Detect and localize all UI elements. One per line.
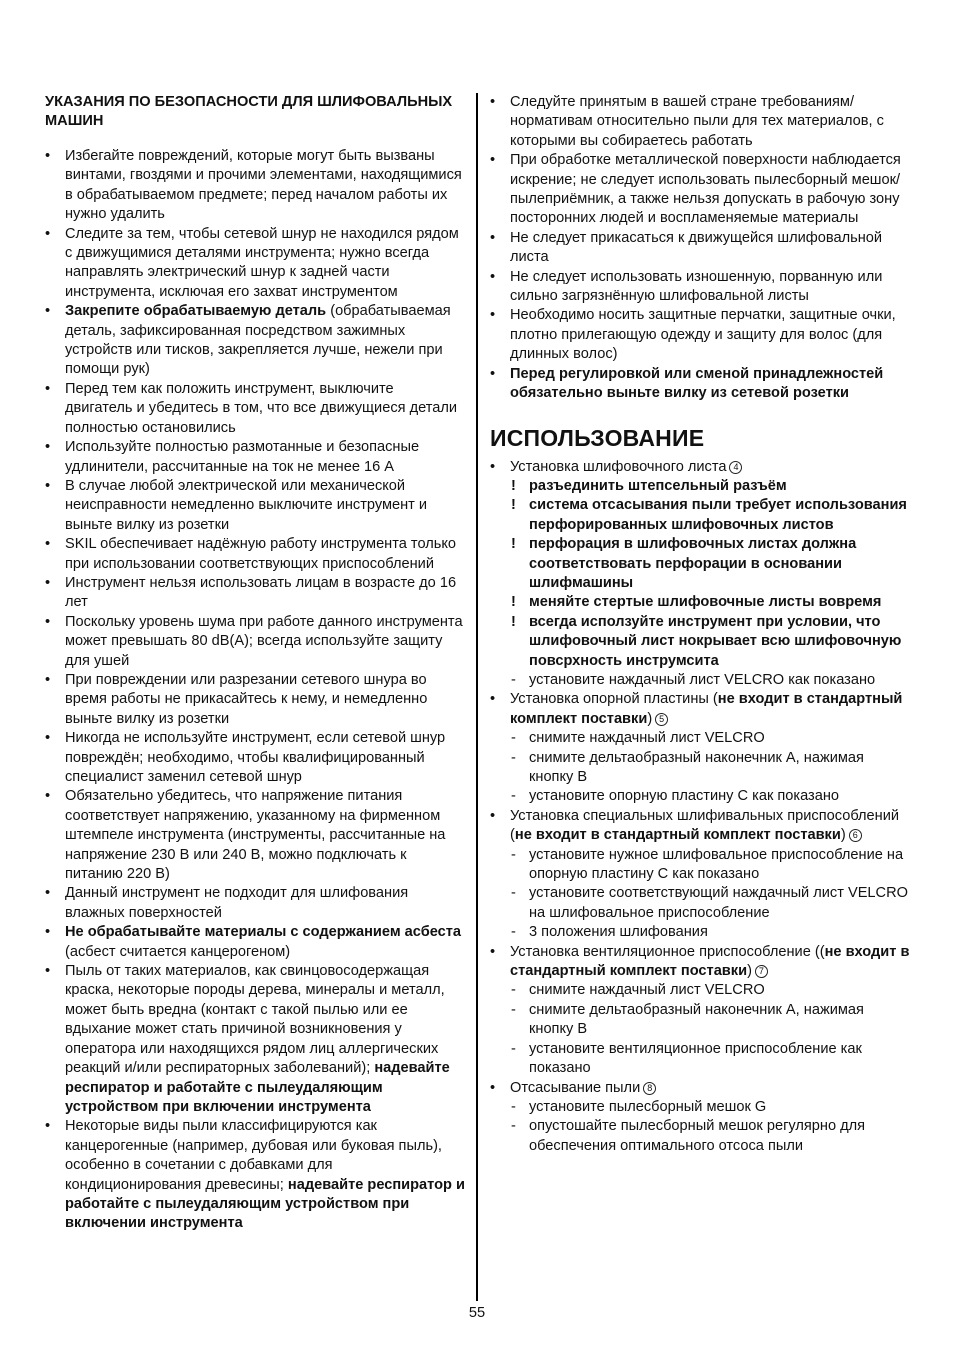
item-text: Отсасывание пыли xyxy=(510,1079,641,1096)
list-item xyxy=(45,613,465,671)
item-text: Не следует прикасаться к движущейся шлифовальной листа xyxy=(510,229,883,266)
bold-text: не входит в стандартный комплект поставки xyxy=(510,691,903,727)
step-item xyxy=(490,923,910,942)
list-item xyxy=(45,1117,465,1233)
item-text: снимите дельтаобразный наконечник A, нажимая кнопку B xyxy=(529,1001,864,1038)
list-item xyxy=(45,671,465,729)
item-text: ) xyxy=(647,710,653,727)
list-item xyxy=(45,535,465,574)
item-text: снимите дельтаобразный наконечник A, нажимая кнопку B xyxy=(529,749,864,785)
usage-item xyxy=(490,1079,910,1098)
item-text: Поскольку уровень шума при работе данного инструмента может превышать 80 dB(A); всегда используйте защиту для ушей xyxy=(65,613,463,669)
list-item xyxy=(490,268,910,307)
safety-instructions-list xyxy=(45,147,465,1234)
item-text: Установка специальных шлифивальных приспособлений ( xyxy=(510,807,900,844)
step-item xyxy=(490,1117,910,1156)
item-text: Инструмент нельзя использовать лицам в возрасте до 16 лет xyxy=(65,574,457,611)
item-text: Никогда не используйте инструмент, если сетевой шнур повреждён; необходимо, чтобы квалифицированный специалист заменил сетевой шнур xyxy=(65,730,446,785)
item-text: Данный инструмент не подходит для шлифования влажных поверхностей xyxy=(65,885,409,921)
warning-item xyxy=(490,613,910,671)
step-item xyxy=(490,846,910,885)
step-item xyxy=(490,1001,910,1040)
item-text: установите опорную пластину C как показано xyxy=(529,788,840,805)
list-item xyxy=(45,380,465,438)
step-item xyxy=(490,671,910,690)
item-text: Используйте полностью размотанные и безопасные удлинители, рассчитанные на ток не менее 16 А xyxy=(65,439,420,475)
list-item xyxy=(45,147,465,225)
list-item xyxy=(490,93,910,151)
item-text: (обрабатываемая деталь, зафиксированная посредством зажимных устройств или тисков, закрепляется лучше, нежели при помощи рук) xyxy=(65,303,451,378)
usage-item xyxy=(490,943,910,982)
list-item xyxy=(490,151,910,229)
figure-ref-number: 7 xyxy=(755,965,768,978)
bold-text: не входит в стандартный комплект поставки xyxy=(514,827,841,844)
item-text: Избегайте повреждений, которые могут быть вызваны винтами, гвоздями и прочими элементами, находящимися в обрабатываемом предмете; перед началом работы их нужно удалить xyxy=(65,148,462,223)
figure-ref-number: 6 xyxy=(849,829,862,842)
item-text: установите пылесборный мешок G xyxy=(529,1098,767,1115)
bold-text: надевайте респиратор и работайте с пылеудаляющим устройством при включении инструмента xyxy=(65,1060,450,1115)
step-item xyxy=(490,1098,910,1117)
item-text: установите наждачный лист VELCRO как показано xyxy=(529,671,876,688)
list-item xyxy=(45,225,465,303)
bold-text: Закрепите обрабатываемую деталь xyxy=(65,303,327,320)
column-divider xyxy=(476,93,478,1301)
item-text: Необходимо носить защитные перчатки, защитные очки, плотно прилегающую одежду и защиту для волос (для длинных волос) xyxy=(510,307,896,363)
list-item xyxy=(45,787,465,884)
figure-ref-number: 8 xyxy=(643,1082,656,1095)
item-text: всегда исползуйте инструмент при условии, что шлифовочный лист нокрывает всю шлифовочную повсрхность инструмсита xyxy=(529,613,902,669)
step-item xyxy=(490,749,910,788)
safety-instructions-list-continued xyxy=(490,93,910,404)
warning-item xyxy=(490,496,910,535)
item-text: меняйте стертые шлифовочные листы вовремя xyxy=(529,594,882,611)
item-text: При повреждении или разрезании сетевого шнура во время работы не прикасайтесь к нему, и немедленно выньте вилку из розетки xyxy=(65,671,428,727)
item-text: ) xyxy=(747,963,752,980)
item-text: перфорация в шлифовочных листах должна соответствовать перфорации в основании шлифмашины xyxy=(529,536,857,591)
item-text: 3 положения шлифования xyxy=(529,924,708,941)
usage-item xyxy=(490,458,910,477)
item-text: Следите за тем, чтобы сетевой шнур не находился рядом с движущимися деталями инструмента; нужно всегда направлять электрический шнур к задней части инструмента, исключая его захват инструментом xyxy=(65,225,459,300)
item-text: Установка опорной пластины ( xyxy=(510,691,718,708)
bold-text: Не обрабатывайте материалы с содержанием асбеста xyxy=(65,924,462,941)
item-text: разъединить штепсельный разъём xyxy=(529,477,787,494)
figure-ref-number: 4 xyxy=(729,461,742,474)
item-text: установите соответствующий наждачный лист VELCRO на шлифовальное приспособление xyxy=(529,885,908,921)
left-column xyxy=(45,93,465,1234)
item-text: Пыль от таких материалов, как свинцовосодержащая краска, некоторые породы дерева, минералы и металл, может быть вредна (контакт с такой пылью или ее вдыхание может стать причиной возникновения у оператора или находящихся рядом лиц аллергических реакций и/или респираторных заболеваний); xyxy=(65,963,445,1077)
item-text: ) xyxy=(840,827,846,844)
list-item xyxy=(45,574,465,613)
item-text: установите вентиляционное приспособление как показано xyxy=(529,1040,862,1077)
usage-item xyxy=(490,690,910,729)
step-item xyxy=(490,884,910,923)
item-text: При обработке металлической поверхности наблюдается искрение; не следует использовать пылесборный мешок/пылеприёмник, а также нельзя допускать в рабочую зону посторонних людей и воспламеняемые материалы xyxy=(510,152,901,227)
figure-ref-number: 5 xyxy=(655,713,668,726)
item-text: SKIL обеспечивает надёжную работу инструмента только при использовании соответствующих приспособлений xyxy=(65,536,457,572)
item-text: Некоторые виды пыли классифицируются как канцерогенные (например, дубовая или буковая пыль), особенно в сочетании с добавками для кондиционирования древесины; xyxy=(65,1118,442,1193)
step-item xyxy=(490,981,910,1000)
item-text: опустошайте пылесборный мешок регулярно для обеспечения оптимального отсоса пыли xyxy=(529,1118,866,1154)
item-text: Перед тем как положить инструмент, выключите двигатель и убедитесь в том, что все движущиеся детали полностью остановились xyxy=(65,380,458,436)
list-item xyxy=(490,229,910,268)
item-text: (асбест считается канцерогеном) xyxy=(65,943,291,960)
usage-section-title: ИСПОЛЬЗОВАНИЕ xyxy=(490,424,705,451)
list-item xyxy=(490,306,910,364)
list-item xyxy=(45,923,465,962)
item-text: Следуйте принятым в вашей стране требованиям/ нормативам относительно пыли для тех материалов, с которыми вы собираетесь работать xyxy=(510,94,884,149)
item-text: Обязательно убедитесь, что напряжение питания соответствует напряжению, указанному на фирменном штемпеле инструмента (инструменты, рассчитанные на напряжение 230 В или 240 В, можно подключать к питанию 220 В) xyxy=(65,788,446,883)
step-item xyxy=(490,1040,910,1079)
step-item xyxy=(490,787,910,806)
warning-item xyxy=(490,535,910,593)
item-text: снимите наждачный лист VELCRO xyxy=(529,730,765,747)
right-column xyxy=(490,93,910,1156)
bold-text: надевайте респиратор и работайте с пылеудаляющим устройством при включении инструмента xyxy=(65,1176,465,1232)
list-item xyxy=(45,962,465,1117)
item-text: система отсасывания пыли требует использования перфорированных шлифовочных листов xyxy=(529,497,907,533)
bold-text: не входит в стандартный комплект поставки xyxy=(510,943,910,980)
item-text: Установка вентиляционное приспособление (( xyxy=(510,943,825,960)
bold-text: Перед регулировкой или сменой принадлежностей обязательно выньте вилку из сетевой розетки xyxy=(510,365,884,402)
item-text: Установка шлифовочного листа xyxy=(510,458,727,475)
list-item xyxy=(45,438,465,477)
item-text: В случае любой электрической или механической неисправности немедленно выключите инструмент и выньте вилку из розетки xyxy=(65,477,428,533)
item-text: установите нужное шлифовальное приспособление на опорную пластину C как показано xyxy=(529,846,904,883)
page-number: 55 xyxy=(468,1305,486,1321)
list-item xyxy=(45,884,465,923)
usage-instructions-list xyxy=(490,458,910,1157)
warning-item xyxy=(490,593,910,612)
item-text: снимите наждачный лист VELCRO xyxy=(529,982,765,999)
usage-item xyxy=(490,807,910,846)
step-item xyxy=(490,729,910,748)
list-item xyxy=(45,729,465,787)
list-item xyxy=(45,477,465,535)
safety-section-title: УКАЗАНИЯ ПО БЕЗОПАСНОСТИ ДЛЯ ШЛИФОВАЛЬНЫХ МАШИН xyxy=(45,94,453,129)
item-text: Не следует использовать изношенную, порванную или сильно загрязнённую шлифовальной листы xyxy=(510,268,883,305)
warning-item xyxy=(490,477,910,496)
list-item xyxy=(45,302,465,380)
list-item xyxy=(490,365,910,404)
